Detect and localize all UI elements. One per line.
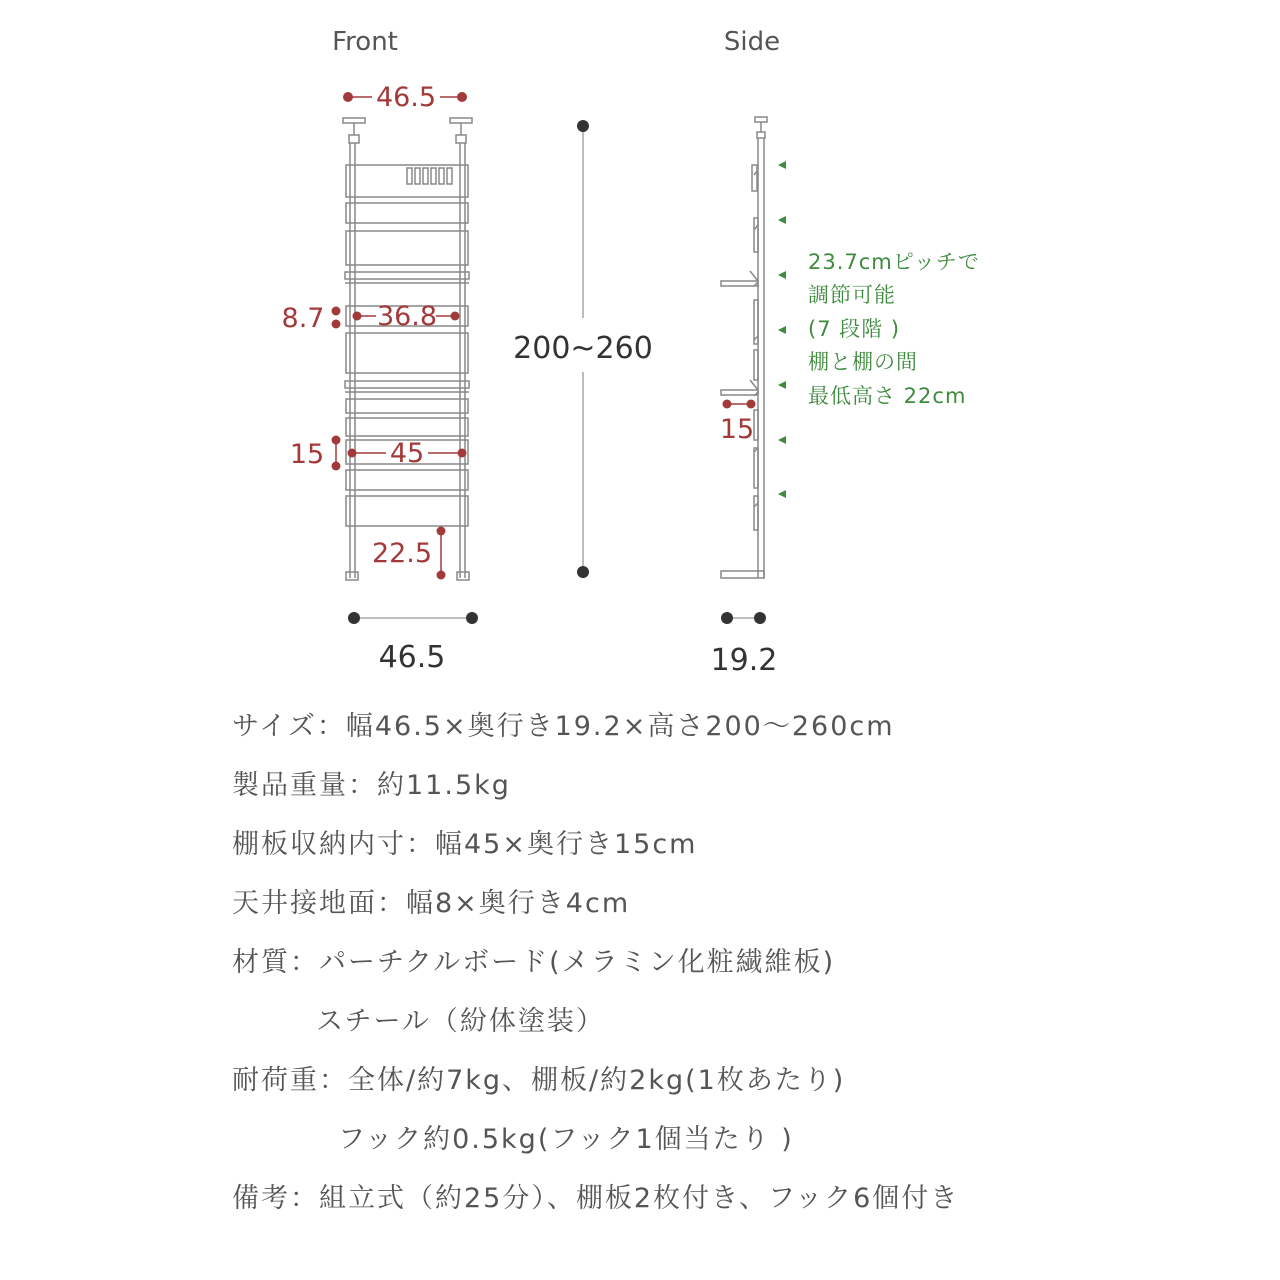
front-view-rack — [343, 118, 472, 580]
pitch-note — [808, 250, 980, 408]
side-shelf-1 — [721, 281, 758, 286]
spec-ceiling-contact: 天井接地面：幅8×奥行き4cm — [232, 888, 631, 919]
foot-right — [457, 572, 469, 580]
dimension-side-depth — [711, 612, 778, 678]
pitch-arrow-icon — [778, 490, 786, 498]
pitch-note-line: 23.7cmピッチで — [808, 250, 980, 274]
dimension-bottom-gap — [372, 527, 446, 580]
dimension-label: 22.5 — [371, 538, 433, 569]
foot-left — [346, 572, 358, 580]
panel — [346, 418, 468, 436]
spec-material-2: スチール（紛体塗装） — [316, 1006, 605, 1037]
pitch-note-line: 調節可能 — [808, 283, 896, 307]
dimension-label: 200~260 — [513, 331, 653, 366]
pitch-note-line: (7 段階 ) — [808, 317, 901, 341]
spec-material: 材質：パーチクルボード(メラミン化粧繊維板) — [232, 947, 836, 978]
pitch-markers — [778, 161, 786, 498]
side-view-rack — [721, 117, 767, 578]
dimension-label: 36.8 — [376, 301, 438, 332]
pitch-arrow-icon — [778, 216, 786, 224]
dimension-label: 19.2 — [710, 643, 778, 678]
dimension-label: 46.5 — [375, 82, 437, 113]
dimension-shelf-gap — [282, 303, 341, 334]
spec-load-2: フック約0.5kg(フック1個当たり ) — [338, 1124, 794, 1155]
pitch-arrow-icon — [778, 271, 786, 279]
pitch-note-line: 棚と棚の間 — [808, 350, 918, 374]
dimension-top-width — [343, 82, 467, 113]
spec-shelf-inner: 棚板収納内寸：幅45×奥行き15cm — [232, 829, 698, 860]
side-view-label: Side — [723, 27, 781, 57]
dimension-height — [513, 120, 653, 578]
shelf-1 — [345, 272, 469, 279]
pitch-note-line: 最低高さ 22cm — [808, 384, 967, 408]
dimension-shelf-depth — [290, 436, 341, 471]
dimension-bottom-width — [348, 612, 478, 675]
panel — [346, 399, 468, 413]
spec-load: 耐荷重：全体/約7kg、棚板/約2kg(1枚あたり) — [232, 1065, 846, 1096]
front-view-label: Front — [332, 27, 398, 57]
pitch-arrow-icon — [778, 381, 786, 389]
pitch-arrow-icon — [778, 161, 786, 169]
panel — [346, 203, 468, 223]
dimension-label: 45 — [389, 438, 425, 469]
panel — [346, 496, 468, 526]
pitch-arrow-icon — [778, 326, 786, 334]
dimension-label: 8.7 — [281, 303, 325, 334]
spec-notes: 備考：組立式（約25分）、棚板2枚付き、フック6個付き — [232, 1183, 960, 1214]
pitch-arrow-icon — [778, 436, 786, 444]
ceiling-pad-left — [343, 118, 365, 123]
dimension-dot — [343, 92, 353, 102]
ceiling-pad-right — [450, 118, 472, 123]
hook-set — [407, 168, 452, 184]
dimension-label: 46.5 — [378, 640, 446, 675]
dimension-label: 15 — [719, 414, 755, 445]
dimension-label: 15 — [289, 439, 325, 470]
dimension-side-shelf — [720, 400, 756, 446]
shelf-2 — [345, 381, 469, 388]
panel — [346, 333, 468, 373]
spec-weight: 製品重量：約11.5kg — [232, 770, 511, 801]
panel — [346, 231, 468, 265]
spec-size: サイズ：幅46.5×奥行き19.2×高さ200〜260cm — [232, 711, 895, 742]
panel — [346, 470, 468, 490]
dimension-dot — [457, 92, 467, 102]
side-shelf-2 — [721, 390, 758, 395]
